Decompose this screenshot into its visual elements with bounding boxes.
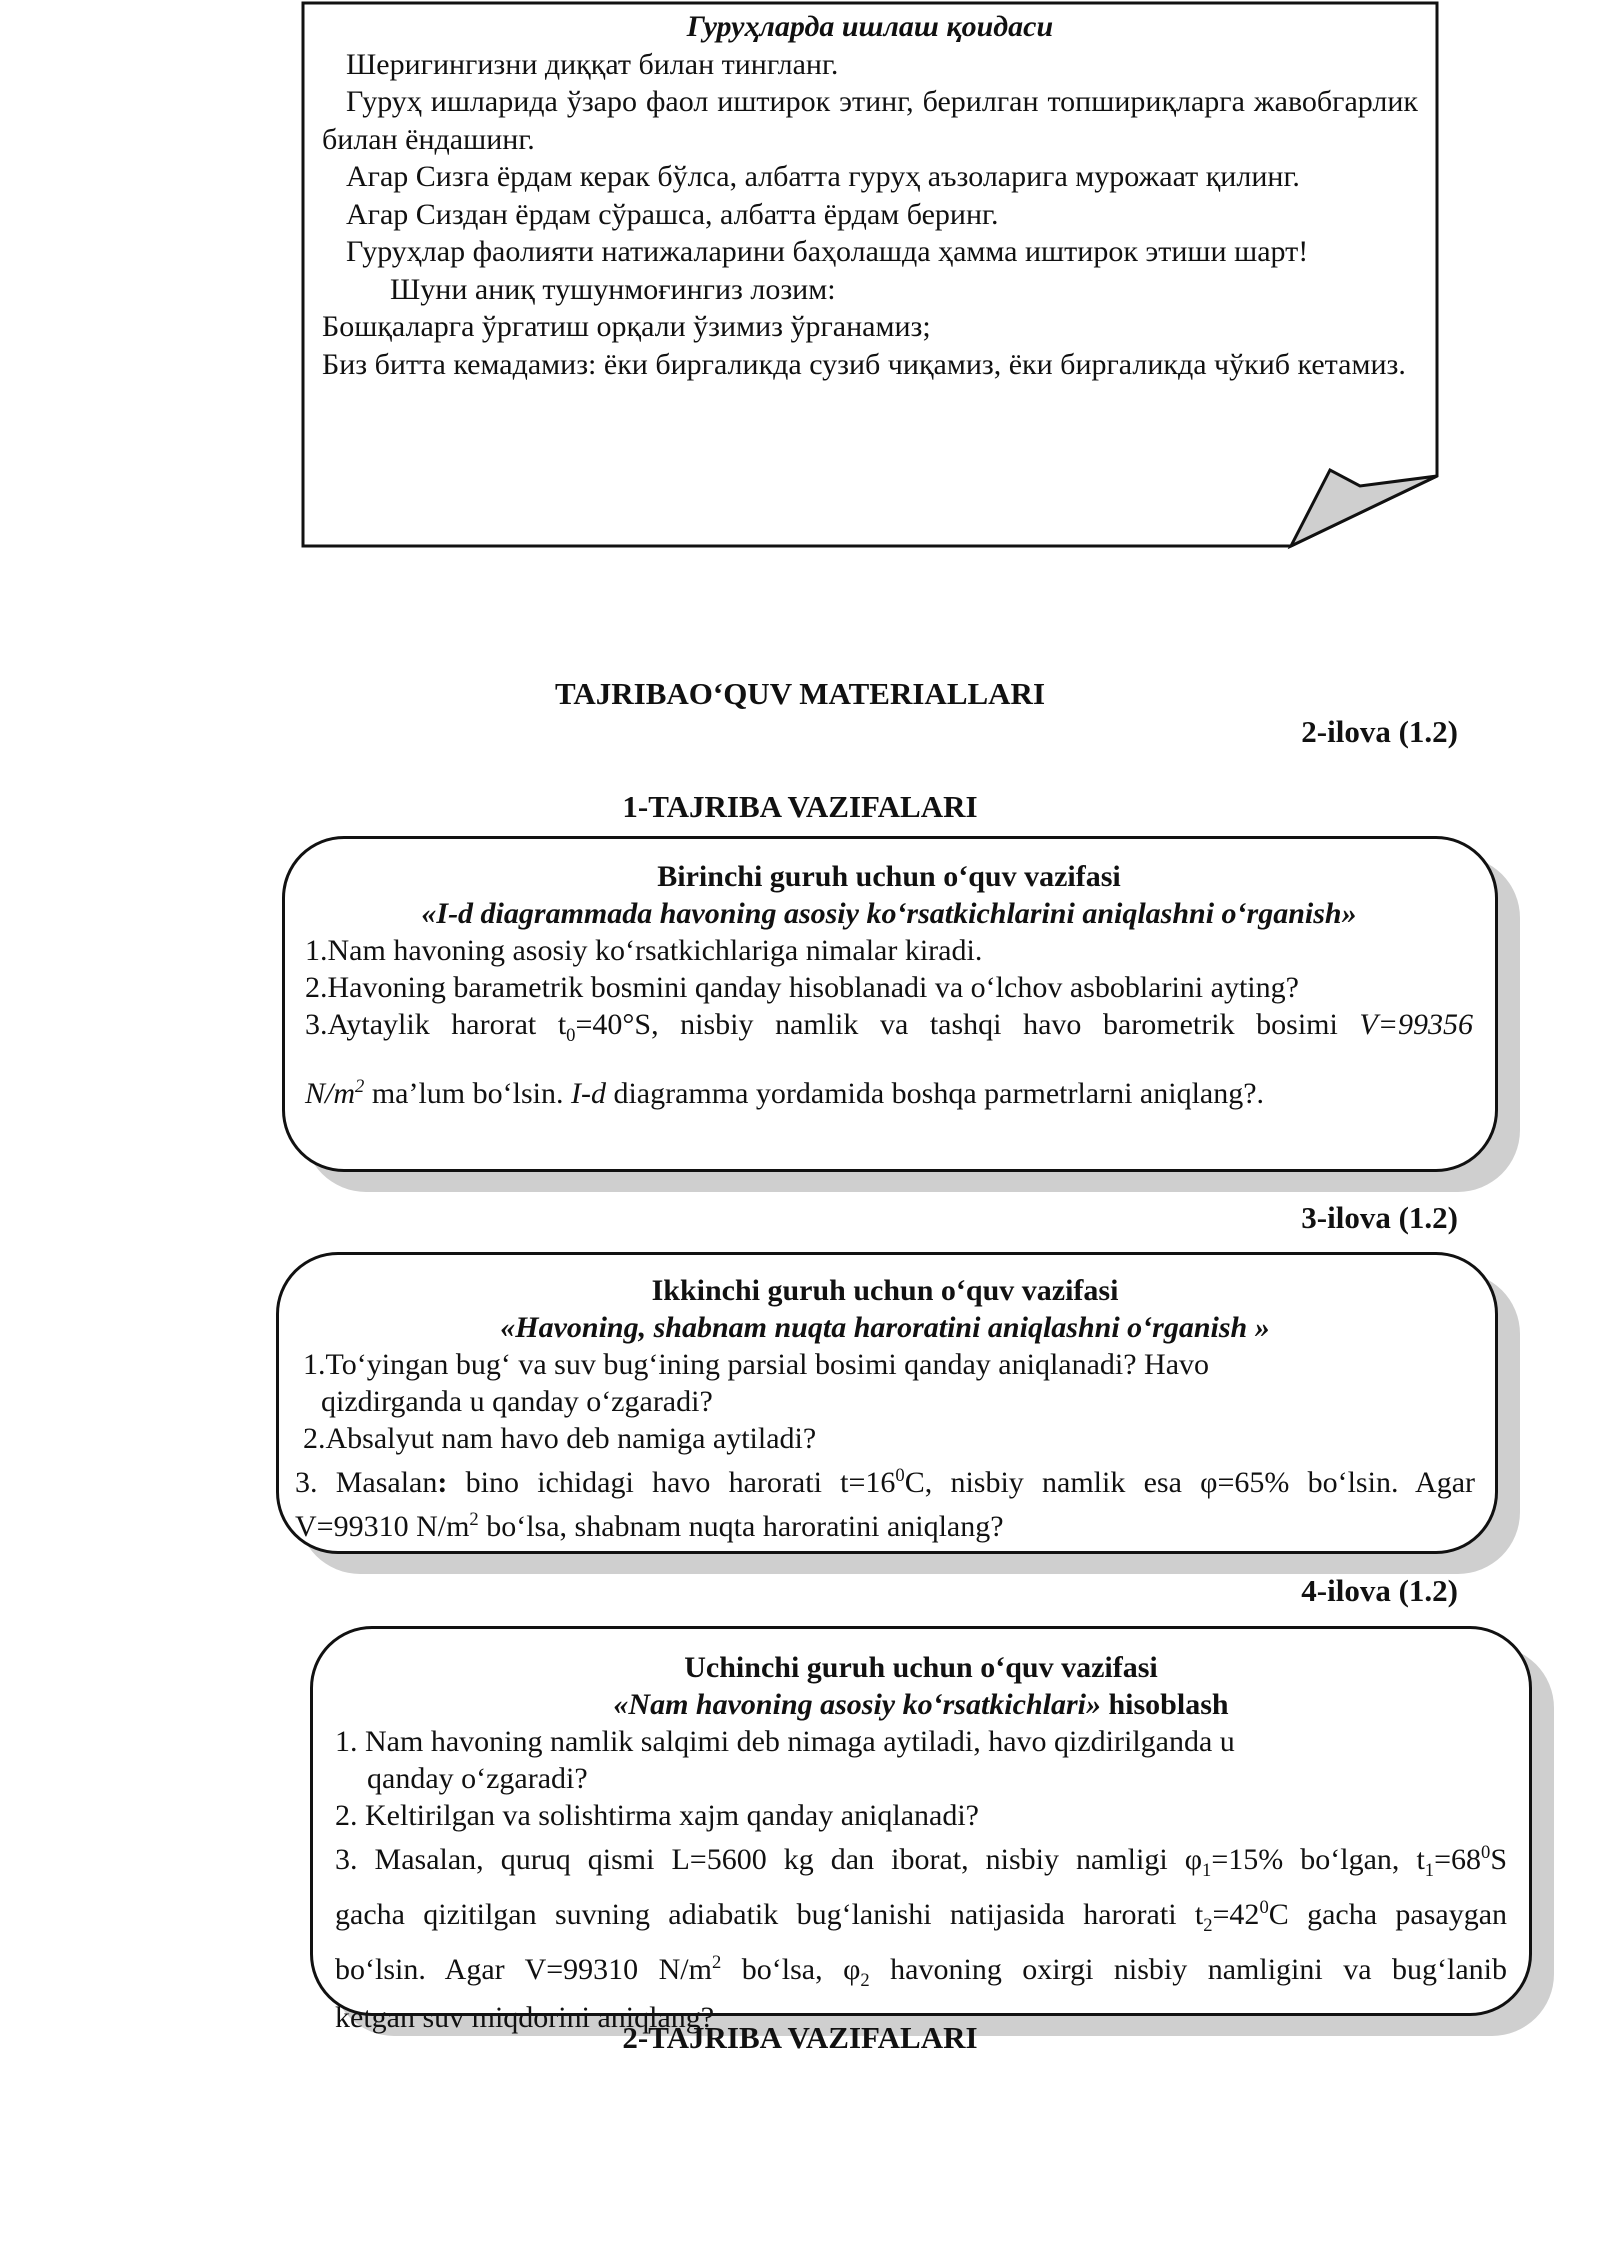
rules-line: Агар Сиздан ёрдам сўрашса, албатта ёрдам беринг. bbox=[346, 197, 999, 231]
section-title: TAJRIBAO‘QUV MATERIALLARI bbox=[554, 676, 1046, 711]
rules-line: Бошқаларга ўргатиш орқали ўзимиз ўрганамиз; bbox=[322, 310, 931, 343]
task-question: 3.Aytaylik harorat $t_0=40^\circ S$, nisbiy namlik va tashqi havo barometrik bosimi V=99356 bbox=[305, 1008, 1473, 1046]
task-question: $N/m^2$ ma’lum bo‘lsin. I-d diagramma yordamida boshqa parmetrlarni aniqlang?. bbox=[305, 1076, 1265, 1110]
tasks-heading: 1-TAJRIBA VAZIFALARI bbox=[622, 789, 978, 824]
task-question: 2. Keltirilgan va solishtirma xajm qanday aniqlanadi? bbox=[335, 1799, 979, 1832]
appendix-label: 3-ilova (1.2) bbox=[1301, 1200, 1458, 1235]
task-question: bo‘lsin. Agar V=99310 $N/m^2$ bo‘lsa, $\varphi_2$ havoning oxirgi nisbiy namligini va bug‘lanib bbox=[335, 1952, 1507, 1991]
rules-text bbox=[322, 8, 1418, 383]
tasks-heading: 2-TAJRIBA VAZIFALARI bbox=[622, 2020, 978, 2055]
rules-line: Шеригингизни диққат билан тингланг. bbox=[346, 47, 839, 81]
task-question: V=99310 $N/m^2$ bo‘lsa, shabnam nuqta haroratini aniqlang? bbox=[295, 1509, 1004, 1543]
task-subtitle: «Nam havoning asosiy ko‘rsatkichlari» hisoblash bbox=[613, 1688, 1229, 1721]
task-title: Birinchi guruh uchun o‘quv vazifasi bbox=[657, 860, 1121, 893]
rules-line: Гуруҳлар фаолияти натижаларини баҳолашда ҳамма иштирок этиши шарт! bbox=[346, 235, 1309, 268]
task-question: 1.Nam havoning asosiy ko‘rsatkichlariga nimalar kiradi. bbox=[305, 934, 983, 967]
task-question: ketgan suv miqdorini aniqlang? bbox=[335, 2001, 715, 2034]
rules-note bbox=[300, 0, 1440, 550]
rules-line: Агар Сизга ёрдам керак бўлса, албатта гуруҳ аъзоларига мурожаат қилинг. bbox=[346, 160, 1300, 193]
task-question: gacha qizitilgan suvning adiabatik bug‘lanishi natijasida harorati $t_2=42^0C$ gacha pasaygan bbox=[335, 1897, 1508, 1936]
task-question: 1. Nam havoning namlik salqimi deb nimaga aytiladi, havo qizdirilganda u bbox=[335, 1725, 1235, 1758]
task-box-group-2 bbox=[276, 1252, 1498, 1554]
appendix-label: 2-ilova (1.2) bbox=[1301, 714, 1458, 749]
task-question: 2.Havoning barametrik bosmini qanday hisoblanadi va o‘lchov asboblarini ayting? bbox=[305, 971, 1299, 1004]
task-subtitle: «I-d diagrammada havoning asosiy ko‘rsatkichlarini aniqlashni o‘rganish» bbox=[421, 897, 1357, 930]
rules-title: Гуруҳларда ишлаш қоидаси bbox=[686, 10, 1054, 43]
task-title: Ikkinchi guruh uchun o‘quv vazifasi bbox=[651, 1274, 1119, 1307]
appendix-label: 4-ilova (1.2) bbox=[1301, 1573, 1458, 1608]
task-question: 3. Masalan, quruq qismi L=5600 kg dan iborat, nisbiy namligi $\varphi_1=15\%$ bo‘lgan, $t_1=68^0S$ bbox=[335, 1842, 1507, 1881]
rules-line: Биз битта кемадамиз: ёки биргаликда сузиб чиқамиз, ёки биргаликда чўкиб кетамиз. bbox=[322, 347, 1406, 381]
rules-line: Гуруҳ ишларида ўзаро фаол иштирок этинг, берилган топшириқларга жавобгарлик билан ёндашинг. bbox=[322, 85, 1418, 156]
task-box-group-3 bbox=[310, 1626, 1532, 2034]
task-subtitle: «Havoning, shabnam nuqta haroratini aniqlashni o‘rganish » bbox=[500, 1311, 1270, 1344]
task-title: Uchinchi guruh uchun o‘quv vazifasi bbox=[684, 1651, 1158, 1684]
task-question: qanday o‘zgaradi? bbox=[367, 1762, 588, 1795]
task-box-group-1 bbox=[282, 836, 1498, 1172]
task-question: 3. Masalan: bino ichidagi havo harorati $t=16^0C$, nisbiy namlik esa φ=65% bo‘lsin. Agar bbox=[295, 1465, 1475, 1499]
rules-line: Шуни аниқ тушунмоғингиз лозим: bbox=[390, 272, 836, 306]
task-question: 1.To‘yingan bug‘ va suv bug‘ining parsial bosimi qanday aniqlanadi? Havo bbox=[303, 1348, 1210, 1381]
task-question: 2.Absalyut nam havo deb namiga aytiladi? bbox=[303, 1422, 817, 1455]
task-question: qizdirganda u qanday o‘zgaradi? bbox=[321, 1385, 713, 1418]
